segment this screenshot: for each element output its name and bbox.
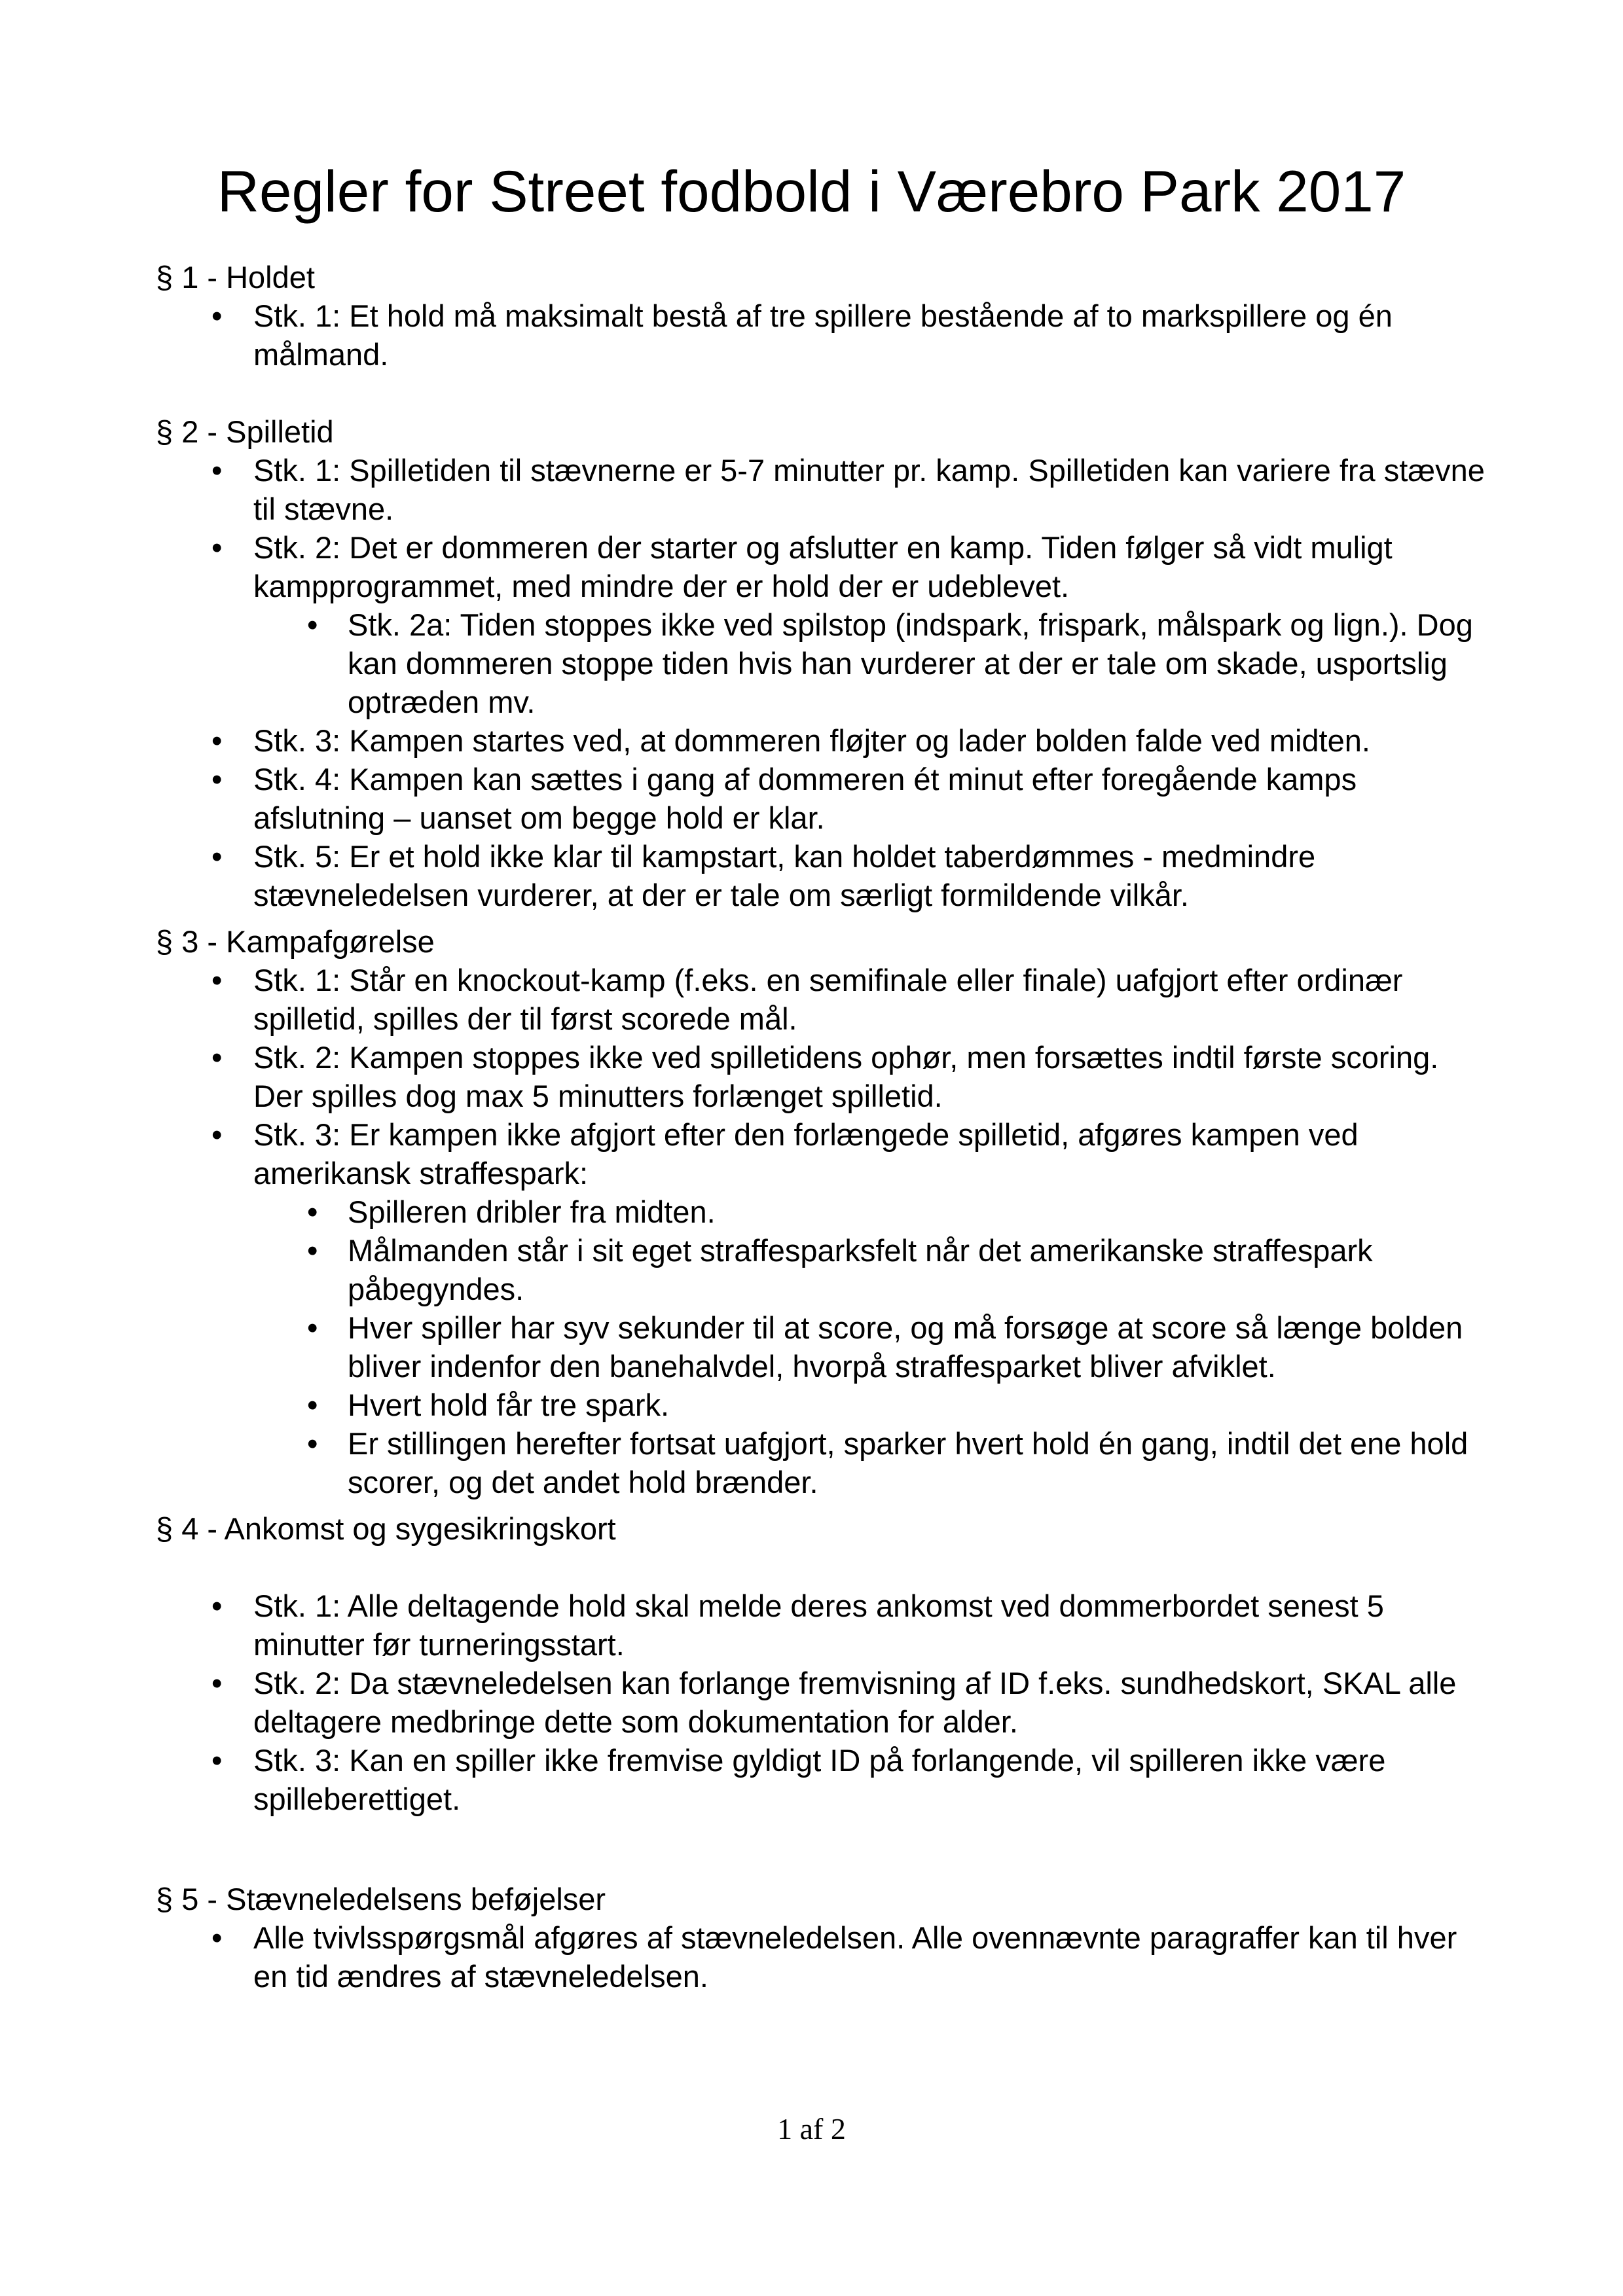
- rule-subitem: • Spilleren dribler fra midten.: [156, 1193, 1491, 1231]
- rules-content: [156, 258, 1491, 1996]
- section-4: [156, 1509, 1491, 1818]
- section-items: [156, 451, 1491, 914]
- section-items: [156, 961, 1491, 1501]
- section-heading: § 2 - Spilletid: [156, 414, 334, 449]
- rule-item: • Stk. 1: Står en knockout-kamp (f.eks. en semifinale eller finale) uafgjort efter ordinær spilletid, spilles der til først scorede mål.: [156, 961, 1491, 1038]
- rule-subitem: • Er stillingen herefter fortsat uafgjort, sparker hvert hold én gang, indtil det ene hold scorer, og det andet hold brænder.: [156, 1424, 1491, 1501]
- section-items: [156, 1918, 1491, 1996]
- rule-item: • Stk. 3: Kampen startes ved, at dommeren fløjter og lader bolden falde ved midten.: [156, 721, 1491, 760]
- rule-item: • Stk. 2: Da stævneledelsen kan forlange fremvisning af ID f.eks. sundhedskort, SKAL alle deltagere medbringe dette som dokumentation for alder.: [156, 1664, 1491, 1741]
- rule-subitem: • Hvert hold får tre spark.: [156, 1386, 1491, 1424]
- rule-item: • Stk. 4: Kampen kan sættes i gang af dommeren ét minut efter foregående kamps afslutning – uanset om begge hold er klar.: [156, 760, 1491, 837]
- section-5: [156, 1880, 1491, 1996]
- rule-subitem: • Stk. 2a: Tiden stoppes ikke ved spilstop (indspark, frispark, målspark og lign.). Dog kan dommeren stoppe tiden hvis han vurderer at der er tale om skade, usportslig optræden mv.: [156, 605, 1491, 721]
- section-heading: § 5 - Stævneledelsens beføjelser: [156, 1882, 606, 1916]
- rule-item: • Stk. 1: Et hold må maksimalt bestå af tre spillere bestående af to markspillere og én målmand.: [156, 296, 1491, 374]
- rule-item: • Stk. 2: Kampen stoppes ikke ved spilletidens ophør, men forsættes indtil første scoring. Der spilles dog max 5 minutters forlænget spilletid.: [156, 1038, 1491, 1115]
- section-heading: § 3 - Kampafgørelse: [156, 924, 435, 959]
- rule-item: • Stk. 3: Er kampen ikke afgjort efter den forlængede spilletid, afgøres kampen ved amerikansk straffespark:: [156, 1115, 1491, 1193]
- section-1: [156, 258, 1491, 374]
- section-2: [156, 412, 1491, 914]
- rule-subitem: • Hver spiller har syv sekunder til at score, og må forsøge at score så længe bolden bliver indenfor den banehalvdel, hvorpå straffesparket bliver afviklet.: [156, 1308, 1491, 1386]
- section-heading: § 1 - Holdet: [156, 260, 315, 295]
- rule-item: • Stk. 2: Det er dommeren der starter og afslutter en kamp. Tiden følger så vidt muligt kampprogrammet, med mindre der er hold der er udeblevet.: [156, 528, 1491, 605]
- section-3: [156, 922, 1491, 1501]
- section-items: [156, 296, 1491, 374]
- rule-item: • Stk. 1: Alle deltagende hold skal melde deres ankomst ved dommerbordet senest 5 minutter før turneringsstart.: [156, 1587, 1491, 1664]
- section-heading: § 4 - Ankomst og sygesikringskort: [156, 1511, 616, 1546]
- rule-subitem: • Målmanden står i sit eget straffesparksfelt når det amerikanske straffespark påbegyndes.: [156, 1231, 1491, 1308]
- document-title: Regler for Street fodbold i Værebro Park 2017: [217, 158, 1406, 224]
- rule-item: • Stk. 1: Spilletiden til stævnerne er 5-7 minutter pr. kamp. Spilletiden kan variere fra stævne til stævne.: [156, 451, 1491, 528]
- rule-item: • Stk. 5: Er et hold ikke klar til kampstart, kan holdet taberdømmes - medmindre stævneledelsen vurderer, at der er tale om særligt formildende vilkår.: [156, 837, 1491, 914]
- section-items: [156, 1587, 1491, 1818]
- rule-item: • Stk. 3: Kan en spiller ikke fremvise gyldigt ID på forlangende, vil spilleren ikke være spilleberettiget.: [156, 1741, 1491, 1818]
- rule-item: • Alle tvivlsspørgsmål afgøres af stævneledelsen. Alle ovennævnte paragraffer kan til hver en tid ændres af stævneledelsen.: [156, 1918, 1491, 1996]
- page-number: 1 af 2: [777, 2112, 846, 2145]
